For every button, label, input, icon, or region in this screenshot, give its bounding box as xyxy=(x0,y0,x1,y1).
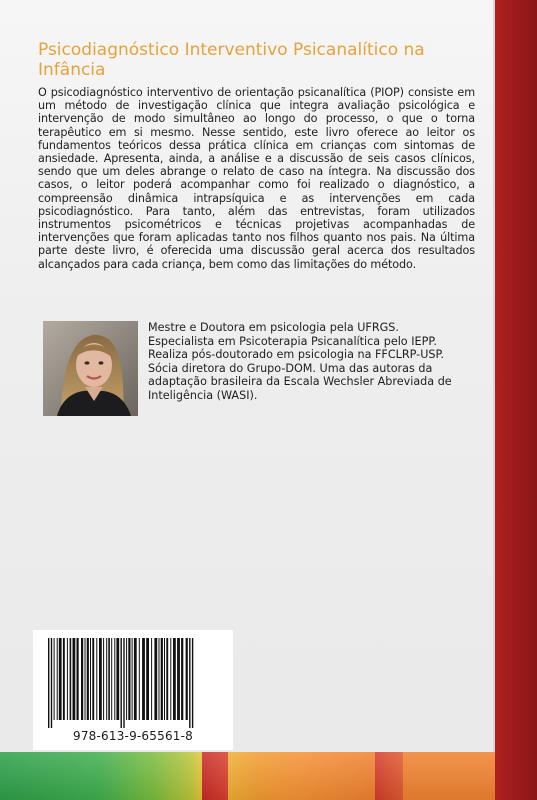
barcode-bar xyxy=(166,638,168,720)
barcode-bar xyxy=(121,638,122,728)
barcode-bar xyxy=(181,638,183,720)
barcode-bar xyxy=(170,638,171,720)
barcode-bar xyxy=(123,638,124,728)
barcode-bar xyxy=(57,638,58,720)
barcode-bar xyxy=(139,638,140,720)
barcode-bar xyxy=(92,638,94,720)
barcode-bar xyxy=(111,638,112,720)
barcode-bar xyxy=(192,638,193,728)
barcode-bar xyxy=(99,638,102,720)
book-title: Psicodiagnóstico Interventivo Psicanalítico na Infância xyxy=(38,40,425,80)
barcode-bar xyxy=(90,638,91,720)
barcode-bar xyxy=(142,638,145,720)
barcode-bar xyxy=(77,638,79,720)
barcode-bar xyxy=(186,638,188,720)
barcode-bar xyxy=(48,638,49,728)
author-portrait-icon xyxy=(43,321,138,416)
barcode-bar xyxy=(164,638,165,720)
barcode-bar xyxy=(81,638,83,720)
barcode-bar xyxy=(73,638,76,720)
barcode-bar xyxy=(63,638,65,720)
barcode-bar xyxy=(108,638,110,720)
barcode-bar xyxy=(159,638,160,720)
barcode-icon xyxy=(46,638,221,728)
book-spine xyxy=(495,0,537,800)
barcode-bar xyxy=(132,638,133,720)
barcode-bar xyxy=(70,638,72,720)
barcode-bar xyxy=(189,638,190,728)
barcode-bar xyxy=(128,638,130,720)
barcode-bar xyxy=(161,638,163,720)
barcode-bar xyxy=(106,638,107,720)
barcode-bar xyxy=(114,638,115,720)
barcode-bar xyxy=(51,638,52,728)
barcode-bar xyxy=(134,638,137,720)
isbn-number: 978-613-9-65561-8 xyxy=(73,729,193,743)
barcode-bar xyxy=(85,638,86,720)
barcode-bar xyxy=(173,638,176,720)
author-bio: Mestre e Doutora em psicologia pela UFRGS. Especialista em Psicoterapia Psicanalítica pelo IEPP. Realiza pós-doutorado em psicologia na FFCLRP-USP. Sócia diretora do Grupo-DOM. Uma das autoras da adaptação brasileira da Escala Wechsler Abreviada de Inteligência (WASI). xyxy=(148,321,452,402)
barcode-bar xyxy=(154,638,157,720)
barcode-bar xyxy=(59,638,62,720)
barcode-bar xyxy=(151,638,152,720)
book-description: O psicodiagnóstico interventivo de orientação psicanalítica (PIOP) consiste em um método de investigação clínica que integra avaliação psicológica e intervenção de modo simultâneo ao longo do processo, o que o torna terapêutico em si mesmo. Nesse sentido, este livro oferece ao leitor os fundamentos teóricos dessa prática clínica em crianças com sintomas de ansiedade. Apresenta, ainda, a análise e a discussão de seis casos clínicos, sendo que um deles abrange o relato de caso na íntegra. Na discussão dos casos, o leitor poderá acompanhar como foi realizado o diagnóstico, a compreensão dinâmica intrapsíquica e as intervenções em cada psicodiagnóstico. Para tanto, além das entrevistas, foram utilizados instrumentos psicométricos e técnicas projetivas acompanhadas de intervenções que foram aplicadas tanto nos filhos quanto nos pais. Na última parte deste livro, é oferecida uma discussão geral acerca dos resultados alcançados para cada criança, bem como das limitações do método. xyxy=(38,86,475,271)
barcode-bar xyxy=(103,638,104,720)
barcode-bar xyxy=(126,638,127,720)
barcode-label xyxy=(33,630,233,750)
color-stripe-shade xyxy=(0,752,495,800)
barcode-bar xyxy=(146,638,149,720)
barcode-bar xyxy=(67,638,68,720)
barcode-bar xyxy=(87,638,89,720)
barcode-bar xyxy=(116,638,119,720)
author-photo xyxy=(43,321,138,416)
barcode-bar xyxy=(96,638,97,720)
barcode-bar xyxy=(177,638,180,720)
barcode-bar xyxy=(54,638,55,720)
